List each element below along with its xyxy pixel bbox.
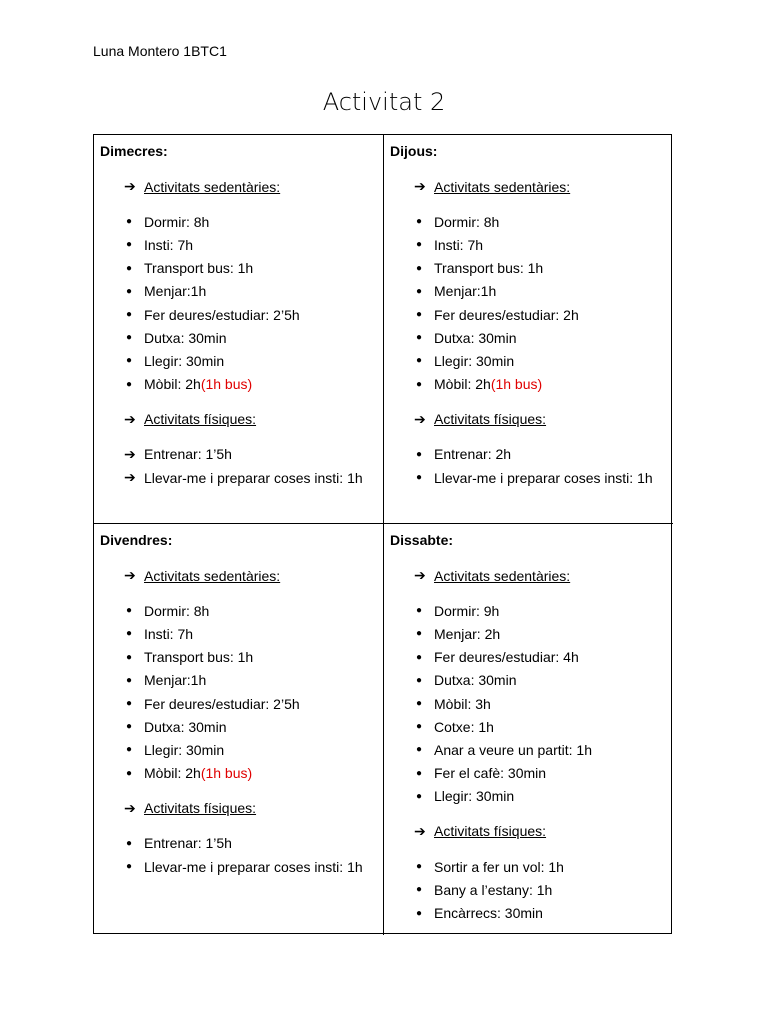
list-item [384, 349, 673, 372]
item-text: Fer deures/estudiar: 2’5h [144, 306, 300, 323]
item-text: Insti: 7h [434, 236, 484, 253]
list-item [384, 669, 673, 692]
list-item [384, 599, 673, 622]
list-item [384, 878, 673, 901]
bullet-icon: ● [416, 884, 423, 896]
bullet-icon: ● [416, 744, 423, 756]
item-text: Insti: 7h [144, 625, 194, 642]
item-note-red: (1h bus) [200, 765, 253, 782]
list-item [94, 210, 383, 233]
bullet-icon: ● [126, 721, 133, 733]
item-text: Entrenar: 2h [434, 446, 512, 463]
item-text: Llegir: 30min [144, 741, 225, 758]
item-text: Fer el cafè: 30min [434, 765, 547, 782]
list-item [384, 646, 673, 669]
bullet-icon: ● [126, 355, 133, 367]
item-text: Dutxa: 30min [434, 672, 517, 689]
list-item [384, 303, 673, 326]
list-item [94, 762, 383, 785]
list-item [94, 832, 383, 855]
item-text: Bany a l’estany: 1h [434, 881, 553, 898]
bullet-icon: ● [416, 216, 423, 228]
arrow-icon: ➔ [124, 178, 136, 195]
activities-section [94, 564, 383, 878]
item-text: Menjar: 2h [434, 625, 501, 642]
bullet-icon: ● [416, 698, 423, 710]
sedentary-heading [94, 564, 383, 587]
list-item [94, 326, 383, 349]
list-item [94, 443, 383, 466]
item-text: Cotxe: 1h [434, 718, 494, 735]
list-item [94, 622, 383, 645]
item-text: Fer deures/estudiar: 4h [434, 649, 579, 666]
list-item [94, 738, 383, 761]
bullet-icon: ● [126, 744, 133, 756]
item-text: Menjar:1h [144, 672, 207, 689]
item-text: Dormir: 8h [144, 602, 210, 619]
list-item [384, 622, 673, 645]
document-title: Activitat 2 [322, 88, 446, 116]
sedentary-heading [94, 175, 383, 198]
bullet-icon: ● [416, 605, 423, 617]
physical-heading [94, 797, 383, 820]
item-text: Mòbil: 2h [144, 765, 201, 782]
bullet-icon: ● [416, 861, 423, 873]
list-item [384, 280, 673, 303]
cell-dijous [384, 135, 673, 524]
item-text: Encàrrecs: 30min [434, 905, 543, 922]
section-heading-label: Activitats físiques: [434, 823, 547, 840]
list-item [384, 692, 673, 715]
list-item [384, 257, 673, 280]
bullet-icon: ● [416, 472, 423, 484]
activities-section [384, 175, 673, 489]
bullet-icon: ● [416, 239, 423, 251]
item-text: Llegir: 30min [434, 352, 515, 369]
bullet-icon: ● [416, 378, 423, 390]
bullet-icon: ● [416, 790, 423, 802]
item-text: Transport bus: 1h [434, 260, 544, 277]
item-text: Anar a veure un partit: 1h [434, 741, 592, 758]
bullet-icon: ● [416, 262, 423, 274]
item-text: Transport bus: 1h [144, 649, 254, 666]
item-note-red: (1h bus) [200, 376, 253, 393]
item-text: Transport bus: 1h [144, 260, 254, 277]
arrow-icon: ➔ [414, 567, 426, 584]
item-text: Entrenar: 1’5h [144, 446, 232, 463]
list-item [94, 303, 383, 326]
item-text: Llegir: 30min [144, 352, 225, 369]
item-text: Mòbil: 2h [434, 376, 491, 393]
item-text: Dutxa: 30min [144, 718, 227, 735]
section-heading-label: Activitats físiques: [434, 411, 547, 428]
activity-table [93, 134, 672, 934]
list-item [384, 373, 673, 396]
arrow-icon: ➔ [124, 799, 136, 816]
bullet-icon: ● [126, 837, 133, 849]
bullet-icon: ● [126, 332, 133, 344]
list-item [94, 599, 383, 622]
bullet-icon: ● [126, 674, 133, 686]
item-text: Llegir: 30min [434, 788, 515, 805]
document-author: Luna Montero 1BTC1 [93, 43, 227, 59]
bullet-icon: ● [126, 628, 133, 640]
item-text: Llevar-me i preparar coses insti: 1h [434, 469, 653, 486]
list-item [384, 785, 673, 808]
bullet-icon: ● [126, 378, 133, 390]
list-item [94, 233, 383, 256]
section-heading-label: Activitats sedentàries: [434, 567, 571, 584]
item-text: Fer deures/estudiar: 2h [434, 306, 579, 323]
bullet-icon: ● [126, 651, 133, 663]
bullet-icon: ● [416, 332, 423, 344]
list-item [94, 349, 383, 372]
list-item [384, 210, 673, 233]
bullet-icon: ● [126, 698, 133, 710]
section-heading-label: Activitats físiques: [144, 411, 257, 428]
bullet-icon: ● [416, 674, 423, 686]
physical-heading [384, 820, 673, 843]
list-item [384, 738, 673, 761]
section-heading-label: Activitats sedentàries: [144, 567, 281, 584]
arrow-icon: ➔ [414, 178, 426, 195]
bullet-icon: ● [416, 448, 423, 460]
bullet-icon: ● [416, 285, 423, 297]
bullet-icon: ● [416, 651, 423, 663]
arrow-icon: ➔ [124, 445, 136, 462]
list-item [384, 326, 673, 349]
physical-heading [384, 408, 673, 431]
item-text: Dutxa: 30min [144, 329, 227, 346]
item-text: Sortir a fer un vol: 1h [434, 858, 564, 875]
bullet-icon: ● [126, 605, 133, 617]
item-text: Menjar:1h [434, 283, 497, 300]
day-heading: Dissabte: [390, 532, 454, 548]
list-item [94, 855, 383, 878]
item-text: Dormir: 8h [434, 213, 500, 230]
list-item [384, 855, 673, 878]
list-item [94, 257, 383, 280]
bullet-icon: ● [126, 309, 133, 321]
arrow-icon: ➔ [124, 410, 136, 427]
cell-divendres [94, 524, 384, 935]
section-heading-label: Activitats físiques: [144, 800, 257, 817]
list-item [384, 762, 673, 785]
item-text: Dutxa: 30min [434, 329, 517, 346]
bullet-icon: ● [416, 907, 423, 919]
bullet-icon: ● [126, 262, 133, 274]
item-text: Fer deures/estudiar: 2’5h [144, 695, 300, 712]
day-heading: Divendres: [100, 532, 173, 548]
section-heading-label: Activitats sedentàries: [144, 178, 281, 195]
list-item [94, 280, 383, 303]
list-item [94, 466, 383, 489]
activities-section [384, 564, 673, 925]
item-text: Dormir: 8h [144, 213, 210, 230]
section-heading-label: Activitats sedentàries: [434, 178, 571, 195]
list-item [94, 669, 383, 692]
activities-section [94, 175, 383, 489]
physical-heading [94, 408, 383, 431]
sedentary-heading [384, 564, 673, 587]
bullet-icon: ● [416, 721, 423, 733]
bullet-icon: ● [416, 767, 423, 779]
item-text: Mòbil: 3h [434, 695, 491, 712]
item-note-red: (1h bus) [490, 376, 543, 393]
bullet-icon: ● [126, 285, 133, 297]
list-item [94, 646, 383, 669]
bullet-icon: ● [126, 239, 133, 251]
cell-dimecres [94, 135, 384, 524]
list-item [384, 715, 673, 738]
list-item [384, 901, 673, 924]
list-item [94, 715, 383, 738]
bullet-icon: ● [416, 309, 423, 321]
bullet-icon: ● [416, 628, 423, 640]
item-text: Insti: 7h [144, 236, 194, 253]
item-text: Mòbil: 2h [144, 376, 201, 393]
item-text: Menjar:1h [144, 283, 207, 300]
item-text: Llevar-me i preparar coses insti: 1h [144, 469, 363, 486]
item-text: Entrenar: 1’5h [144, 835, 232, 852]
item-text: Llevar-me i preparar coses insti: 1h [144, 858, 363, 875]
list-item [94, 373, 383, 396]
list-item [384, 443, 673, 466]
bullet-icon: ● [126, 767, 133, 779]
day-heading: Dijous: [390, 143, 438, 159]
item-text: Dormir: 9h [434, 602, 500, 619]
bullet-icon: ● [416, 355, 423, 367]
day-heading: Dimecres: [100, 143, 168, 159]
arrow-icon: ➔ [414, 410, 426, 427]
list-item [94, 692, 383, 715]
list-item [384, 233, 673, 256]
bullet-icon: ● [126, 216, 133, 228]
list-item [384, 466, 673, 489]
sedentary-heading [384, 175, 673, 198]
bullet-icon: ● [126, 861, 133, 873]
arrow-icon: ➔ [414, 822, 426, 839]
cell-dissabte [384, 524, 673, 935]
arrow-icon: ➔ [124, 567, 136, 584]
arrow-icon: ➔ [124, 469, 136, 486]
